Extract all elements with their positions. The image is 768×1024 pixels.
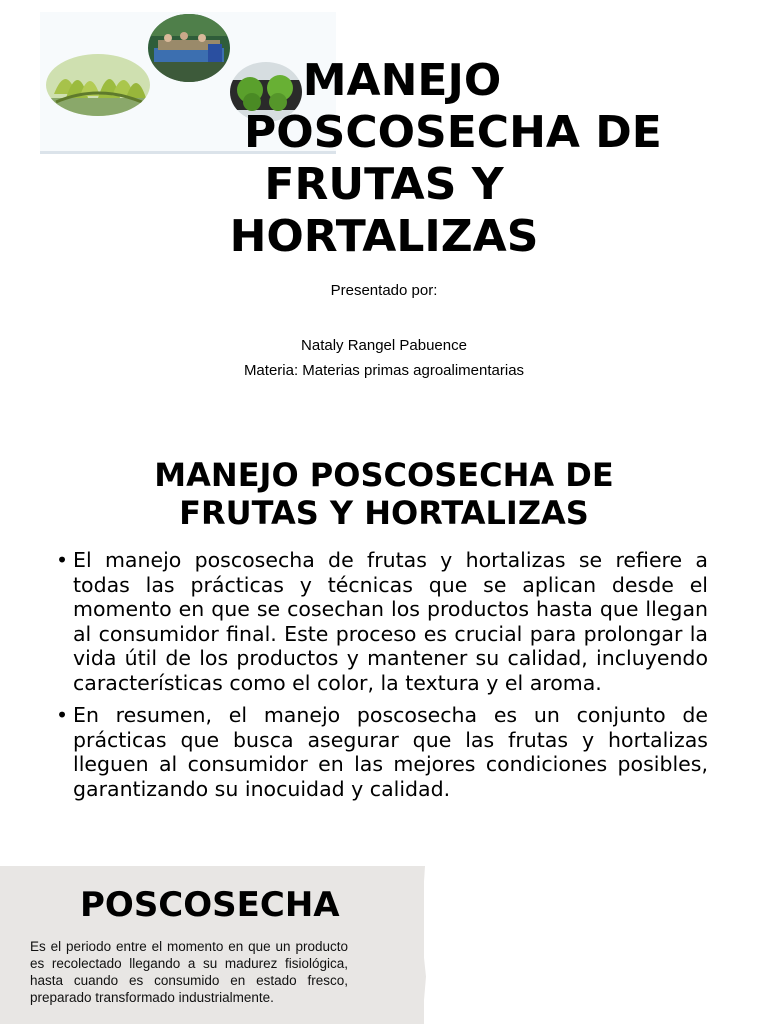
- author-name: Nataly Rangel Pabuence: [301, 337, 467, 354]
- title-line: POSCOSECHA DE: [244, 107, 662, 158]
- bullet-text: En resumen, el manejo poscosecha es un conjunto de prácticas que busca asegurar que las frutas y hortalizas lleguen al consumidor en las mejores condiciones posibles, garantizando su inocuidad y calidad.: [73, 703, 708, 801]
- title-line: HORTALIZAS: [229, 211, 539, 262]
- slide-title: [60, 456, 708, 532]
- title-line: MANEJO: [302, 55, 502, 106]
- bananas-photo: [46, 54, 150, 116]
- title-line: MANEJO POSCOSECHA DE: [154, 456, 614, 494]
- bullet-text: El manejo poscosecha de frutas y hortalizas se refiere a todas las prácticas y técnicas que se aplican desde el momento en que se cosechan los productos hasta que llegan al consumidor final. Este proceso es crucial para prolongar la vida útil de los productos y mantener su calidad, incluyendo características como el color, la textura y el aroma.: [73, 548, 708, 695]
- bullet-marker: •: [56, 548, 69, 572]
- bullet-list: [56, 548, 708, 809]
- definition-paragraph: Es el periodo entre el momento en que un producto es recolectado llegando a su madurez fisiológica, hasta cuando es consumido en estado fresco, preparado transformado industrialmente.: [30, 939, 348, 1005]
- title-slide: [0, 0, 768, 420]
- presented-by-label: Presentado por:: [330, 282, 438, 299]
- title-line: FRUTAS Y HORTALIZAS: [179, 494, 589, 532]
- subject-line: Materia: Materias primas agroalimentarias: [243, 362, 525, 379]
- bullet-marker: •: [56, 703, 69, 727]
- title-line: FRUTAS Y: [264, 159, 504, 210]
- bullet-item: [56, 703, 708, 801]
- poscosecha-slide: [0, 866, 768, 1024]
- definition-slide: [0, 440, 768, 840]
- presentation-title: [200, 55, 662, 263]
- slide-title: POSCOSECHA: [80, 885, 340, 925]
- bullet-item: [56, 548, 708, 695]
